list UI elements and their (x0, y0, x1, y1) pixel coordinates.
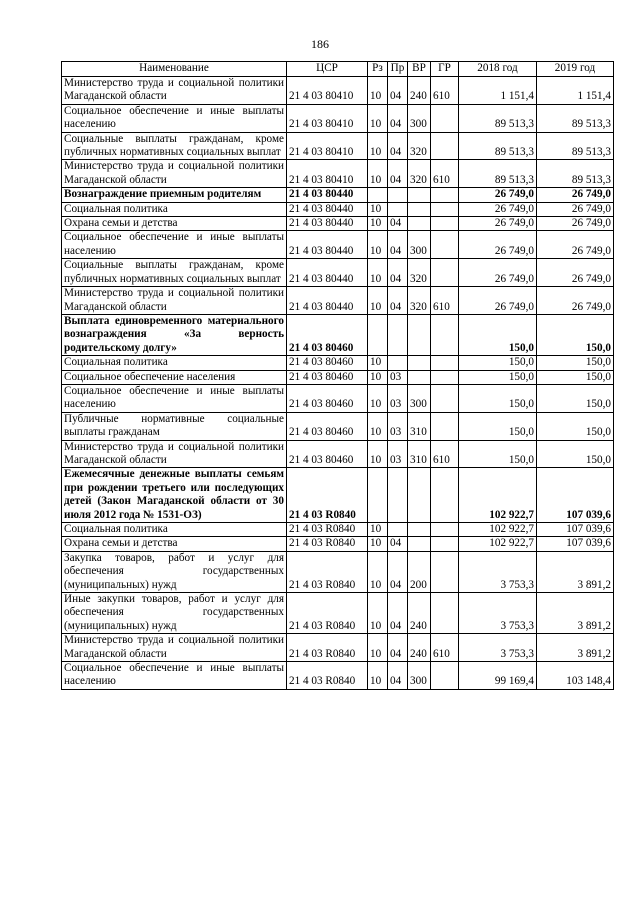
cell-2019: 3 891,2 (537, 634, 614, 662)
cell-name: Министерство труда и социальной политики Магаданской области (62, 287, 287, 315)
header-csr: ЦСР (287, 62, 368, 77)
cell-rz: 10 (368, 77, 388, 105)
cell-2018: 150,0 (459, 314, 537, 355)
cell-2018: 3 753,3 (459, 593, 537, 634)
cell-2018: 150,0 (459, 384, 537, 412)
header-2018: 2018 год (459, 62, 537, 77)
cell-2019: 3 891,2 (537, 551, 614, 592)
cell-2018: 150,0 (459, 412, 537, 440)
cell-name: Социальные выплаты гражданам, кроме публичных нормативных социальных выплат (62, 132, 287, 160)
cell-pr (388, 314, 408, 355)
cell-csr: 21 4 03 80440 (287, 259, 368, 287)
cell-2018: 26 749,0 (459, 217, 537, 231)
table-row (62, 412, 614, 440)
cell-2018: 102 922,7 (459, 468, 537, 523)
cell-vr: 320 (408, 160, 431, 188)
cell-name: Закупка товаров, работ и услуг для обеспечения государственных (муниципальных) нужд (62, 551, 287, 592)
cell-gr (431, 132, 459, 160)
header-2019: 2019 год (537, 62, 614, 77)
table-row (62, 551, 614, 592)
cell-name: Социальное обеспечение и иные выплаты населению (62, 662, 287, 690)
cell-rz: 10 (368, 259, 388, 287)
cell-2019: 150,0 (537, 370, 614, 384)
cell-name: Министерство труда и социальной политики Магаданской области (62, 634, 287, 662)
cell-rz: 10 (368, 412, 388, 440)
cell-csr: 21 4 03 80460 (287, 412, 368, 440)
table-row (62, 231, 614, 259)
table-row (62, 537, 614, 551)
table-row (62, 314, 614, 355)
cell-pr: 03 (388, 412, 408, 440)
cell-2019: 107 039,6 (537, 523, 614, 537)
cell-vr: 300 (408, 104, 431, 132)
table-row (62, 662, 614, 690)
cell-rz: 10 (368, 440, 388, 468)
cell-rz: 10 (368, 231, 388, 259)
cell-pr: 04 (388, 259, 408, 287)
cell-2019: 3 891,2 (537, 593, 614, 634)
cell-2018: 1 151,4 (459, 77, 537, 105)
cell-rz: 10 (368, 370, 388, 384)
cell-gr (431, 370, 459, 384)
cell-pr (388, 356, 408, 370)
cell-vr (408, 188, 431, 202)
cell-name: Вознаграждение приемным родителям (62, 188, 287, 202)
cell-rz: 10 (368, 523, 388, 537)
table-row (62, 217, 614, 231)
cell-csr: 21 4 03 80460 (287, 370, 368, 384)
cell-csr: 21 4 03 R0840 (287, 662, 368, 690)
cell-gr (431, 468, 459, 523)
cell-vr: 300 (408, 231, 431, 259)
cell-2018: 26 749,0 (459, 202, 537, 216)
table-row (62, 160, 614, 188)
cell-vr: 240 (408, 593, 431, 634)
cell-csr: 21 4 03 80440 (287, 231, 368, 259)
budget-table (61, 61, 614, 690)
cell-gr (431, 523, 459, 537)
table-row (62, 188, 614, 202)
cell-vr: 300 (408, 384, 431, 412)
cell-pr: 03 (388, 440, 408, 468)
cell-pr: 04 (388, 104, 408, 132)
cell-name: Социальная политика (62, 202, 287, 216)
cell-rz: 10 (368, 551, 388, 592)
cell-vr (408, 370, 431, 384)
cell-vr (408, 217, 431, 231)
cell-pr: 03 (388, 370, 408, 384)
cell-2019: 26 749,0 (537, 287, 614, 315)
cell-2019: 150,0 (537, 384, 614, 412)
header-vr: ВР (408, 62, 431, 77)
cell-vr (408, 523, 431, 537)
cell-2019: 150,0 (537, 412, 614, 440)
table-row (62, 523, 614, 537)
cell-2019: 89 513,3 (537, 132, 614, 160)
cell-rz: 10 (368, 104, 388, 132)
header-gr: ГР (431, 62, 459, 77)
cell-vr: 310 (408, 412, 431, 440)
table-row (62, 370, 614, 384)
table-row (62, 104, 614, 132)
table-row (62, 384, 614, 412)
cell-rz: 10 (368, 634, 388, 662)
cell-pr: 04 (388, 132, 408, 160)
cell-pr: 04 (388, 537, 408, 551)
cell-pr: 04 (388, 634, 408, 662)
cell-rz: 10 (368, 287, 388, 315)
cell-2019: 103 148,4 (537, 662, 614, 690)
cell-gr (431, 314, 459, 355)
cell-vr: 320 (408, 132, 431, 160)
cell-2019: 107 039,6 (537, 468, 614, 523)
cell-rz: 10 (368, 662, 388, 690)
cell-pr: 04 (388, 551, 408, 592)
cell-name: Выплата единовременного материального вознаграждения «За верность родительскому долгу» (62, 314, 287, 355)
cell-name: Социальная политика (62, 523, 287, 537)
cell-csr: 21 4 03 80410 (287, 104, 368, 132)
cell-vr (408, 537, 431, 551)
cell-vr: 320 (408, 287, 431, 315)
cell-csr: 21 4 03 R0840 (287, 551, 368, 592)
cell-rz: 10 (368, 202, 388, 216)
cell-2019: 26 749,0 (537, 202, 614, 216)
cell-pr: 04 (388, 217, 408, 231)
table-row (62, 440, 614, 468)
cell-2018: 89 513,3 (459, 160, 537, 188)
table-row (62, 287, 614, 315)
cell-2018: 26 749,0 (459, 231, 537, 259)
table-row (62, 259, 614, 287)
cell-csr: 21 4 03 80410 (287, 160, 368, 188)
cell-pr: 04 (388, 287, 408, 315)
cell-2019: 150,0 (537, 440, 614, 468)
cell-rz: 10 (368, 356, 388, 370)
cell-2018: 102 922,7 (459, 523, 537, 537)
cell-csr: 21 4 03 80440 (287, 188, 368, 202)
cell-gr (431, 551, 459, 592)
table-row (62, 356, 614, 370)
cell-rz: 10 (368, 132, 388, 160)
cell-gr (431, 231, 459, 259)
cell-rz: 10 (368, 384, 388, 412)
cell-csr: 21 4 03 80410 (287, 77, 368, 105)
cell-pr: 04 (388, 662, 408, 690)
cell-gr (431, 188, 459, 202)
cell-2018: 150,0 (459, 370, 537, 384)
cell-gr (431, 662, 459, 690)
cell-gr (431, 537, 459, 551)
cell-rz: 10 (368, 160, 388, 188)
cell-pr (388, 202, 408, 216)
cell-rz: 10 (368, 593, 388, 634)
cell-2019: 26 749,0 (537, 217, 614, 231)
cell-rz (368, 468, 388, 523)
table-row (62, 593, 614, 634)
table-row (62, 468, 614, 523)
cell-2018: 150,0 (459, 440, 537, 468)
cell-vr (408, 356, 431, 370)
table-body (62, 77, 614, 690)
cell-name: Социальная политика (62, 356, 287, 370)
cell-gr: 610 (431, 160, 459, 188)
cell-gr (431, 104, 459, 132)
cell-vr: 320 (408, 259, 431, 287)
cell-2018: 3 753,3 (459, 551, 537, 592)
cell-vr (408, 314, 431, 355)
table-row (62, 77, 614, 105)
cell-gr: 610 (431, 440, 459, 468)
cell-2018: 99 169,4 (459, 662, 537, 690)
cell-name: Охрана семьи и детства (62, 217, 287, 231)
cell-csr: 21 4 03 R0840 (287, 593, 368, 634)
cell-pr: 04 (388, 231, 408, 259)
header-pr: Пр (388, 62, 408, 77)
cell-gr (431, 384, 459, 412)
cell-gr (431, 202, 459, 216)
cell-2019: 150,0 (537, 314, 614, 355)
cell-name: Социальное обеспечение и иные выплаты населению (62, 384, 287, 412)
cell-csr: 21 4 03 80460 (287, 356, 368, 370)
cell-gr: 610 (431, 634, 459, 662)
cell-2018: 89 513,3 (459, 104, 537, 132)
cell-csr: 21 4 03 R0840 (287, 537, 368, 551)
cell-name: Социальное обеспечение и иные выплаты населению (62, 231, 287, 259)
cell-pr (388, 188, 408, 202)
header-rz: Рз (368, 62, 388, 77)
table-row (62, 634, 614, 662)
cell-name: Иные закупки товаров, работ и услуг для обеспечения государственных (муниципальных) нужд (62, 593, 287, 634)
cell-rz: 10 (368, 537, 388, 551)
cell-gr (431, 356, 459, 370)
cell-pr (388, 468, 408, 523)
cell-name: Министерство труда и социальной политики Магаданской области (62, 440, 287, 468)
cell-gr (431, 412, 459, 440)
cell-rz (368, 188, 388, 202)
cell-pr (388, 523, 408, 537)
cell-2018: 26 749,0 (459, 287, 537, 315)
table-row (62, 202, 614, 216)
cell-name: Социальное обеспечение населения (62, 370, 287, 384)
cell-gr (431, 593, 459, 634)
cell-csr: 21 4 03 80460 (287, 440, 368, 468)
cell-2018: 3 753,3 (459, 634, 537, 662)
cell-rz (368, 314, 388, 355)
cell-csr: 21 4 03 80460 (287, 384, 368, 412)
cell-pr: 04 (388, 160, 408, 188)
cell-csr: 21 4 03 80460 (287, 314, 368, 355)
cell-csr: 21 4 03 R0840 (287, 468, 368, 523)
cell-csr: 21 4 03 R0840 (287, 523, 368, 537)
cell-vr: 240 (408, 634, 431, 662)
cell-2018: 89 513,3 (459, 132, 537, 160)
cell-2019: 26 749,0 (537, 188, 614, 202)
cell-name: Охрана семьи и детства (62, 537, 287, 551)
cell-vr: 200 (408, 551, 431, 592)
cell-2018: 102 922,7 (459, 537, 537, 551)
cell-name: Министерство труда и социальной политики Магаданской области (62, 77, 287, 105)
cell-gr: 610 (431, 287, 459, 315)
cell-gr: 610 (431, 77, 459, 105)
cell-2019: 107 039,6 (537, 537, 614, 551)
cell-gr (431, 217, 459, 231)
cell-2019: 89 513,3 (537, 160, 614, 188)
cell-2019: 26 749,0 (537, 231, 614, 259)
cell-2019: 26 749,0 (537, 259, 614, 287)
cell-name: Социальное обеспечение и иные выплаты населению (62, 104, 287, 132)
cell-2018: 150,0 (459, 356, 537, 370)
cell-2019: 89 513,3 (537, 104, 614, 132)
cell-csr: 21 4 03 80440 (287, 202, 368, 216)
cell-csr: 21 4 03 80440 (287, 217, 368, 231)
cell-csr: 21 4 03 80440 (287, 287, 368, 315)
cell-vr: 240 (408, 77, 431, 105)
cell-pr: 04 (388, 77, 408, 105)
cell-name: Публичные нормативные социальные выплаты гражданам (62, 412, 287, 440)
cell-vr: 310 (408, 440, 431, 468)
cell-vr: 300 (408, 662, 431, 690)
cell-rz: 10 (368, 217, 388, 231)
cell-vr (408, 202, 431, 216)
cell-csr: 21 4 03 R0840 (287, 634, 368, 662)
cell-csr: 21 4 03 80410 (287, 132, 368, 160)
cell-pr: 04 (388, 593, 408, 634)
cell-2018: 26 749,0 (459, 259, 537, 287)
cell-gr (431, 259, 459, 287)
cell-name: Министерство труда и социальной политики Магаданской области (62, 160, 287, 188)
page-number: 186 (311, 37, 329, 51)
cell-2019: 150,0 (537, 356, 614, 370)
table-header-row (62, 62, 614, 77)
cell-2019: 1 151,4 (537, 77, 614, 105)
cell-2018: 26 749,0 (459, 188, 537, 202)
cell-name: Социальные выплаты гражданам, кроме публичных нормативных социальных выплат (62, 259, 287, 287)
cell-name: Ежемесячные денежные выплаты семьям при рождении третьего или последующих детей (Закон Магаданской области от 30 июля 2012 года № 1531-ОЗ) (62, 468, 287, 523)
cell-vr (408, 468, 431, 523)
cell-pr: 03 (388, 384, 408, 412)
table-row (62, 132, 614, 160)
header-name: Наименование (62, 62, 287, 77)
